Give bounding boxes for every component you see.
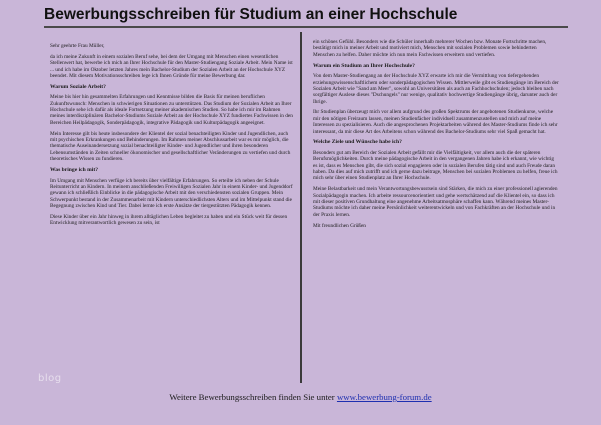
section-heading: Was bringe ich mit?: [50, 167, 99, 174]
paragraph: Ihr Studienplan überzeugt mich vor allem aufgrund des großen Spektrums der angebotenen Studienkurse, welche mir den nötigen Freiraum lassen, meinen Studienfächer individuell zusammenzustellen und mich auf meine Interessen zu spezialisieren. Auch die angesprochenen Projektarbeiten während des Master-Studiums finde ich sehr interessant, da mir diese Art des Arbeitens schon während des Bachelor-Studiums sehr viel Spaß gemacht hat.: [313, 109, 558, 135]
right-column: [313, 39, 559, 234]
paragraph: Von dem Master-Studiengang an der Hochschule XYZ erwarte ich mir die Vermittlung von tiefergehenden erziehungswissenschaftlichem oder sonderpädagogischen Wissen. Mittlerweile gibt es Studiengänge im Bereich der Sozialen Arbeit wie "Sand am Meer", sowohl an Universitäten als auch an Fachhochschulen; jedoch bleiben nach sorgfältiger Auslese dieses "Dschungels" nur wenige, qualitativ hochwertige Studiengänge übrig, darunter auch der Ihrige.: [313, 73, 559, 105]
paragraph: Mein Interesse gilt bis heute insbesondere der Klientel der sozial benachteiligten Kinder und Jugendlichen, auch mit psychischen Erkrankungen und Behinderungen. Im Rahmen meiner Abschlussarbeit war es mir möglich, die thematische Auseinandersetzung sozial benachteiligter Kinder- und Jugendlicher und ihren besonderen Lebensumständen in Zeiten schneller ökonomischer und gesellschaftlicher Veränderungen zu vertiefen und durch theoretisches Wissen zu fundieren.: [50, 130, 291, 163]
section-heading: Welche Ziele und Wünsche habe ich?: [313, 139, 402, 146]
paragraph: Sehr geehrte Frau Müller,: [50, 43, 105, 49]
section-heading: Warum Soziale Arbeit?: [50, 83, 106, 90]
paragraph: Diese Kinder über ein Jahr hinweg in ihrem alltäglichen Leben begleitet zu haben und ein Stück weit für dessen Entwicklung mitverantwortlich gewesen zu sein, ist: [50, 213, 288, 227]
paragraph: Besonders gut am Bereich der Sozialen Arbeit gefällt mir die Vielfältigkeit, vor allem auch die der späteren Berufsmöglichkeiten. Durch meine pädagogische Arbeit in den vergangenen Jahren habe ich erkannt, wie wichtig es ist, dass es Menschen gibt, die sich sozial engagieren oder in sozialen Berufen tätig sind und auch Freude daran haben. Da dies auf mich zutrifft und ich gerne dazu beitrage, Menschen bei sozialen Problemen zu helfen, freue ich mich sehr über einen Studienplatz an Ihrer Hochschule.: [313, 149, 558, 182]
section-heading: Warum ein Studium an Ihrer Hochschule?: [313, 62, 415, 69]
watermark: blog: [38, 373, 62, 384]
footer-text: Weitere Bewerbungsschreiben finden Sie unter: [169, 392, 335, 402]
footer: [0, 392, 601, 402]
paragraph: Im Umgang mit Menschen verfüge ich bereits über vielfältige Erfahrungen. So erteilte ich neben der Schule Reitunterricht an Kindern. In meinem anschließenden Freiwilligen Sozialen Jahr in einem Kinder- und Jugenddorf gewann ich schließlich Einblicke in die pädagogische Arbeit mit den verschiedensten sozialen Gruppen. Mein Schwerpunkt bestand in der Zusammenarbeit mit Kindern unterschiedlichsten Alters und im Mittelpunkt stand die Begegnung zwischen Kind und Tier. Dabei lernte ich erste Ansätze der tiergestützten Pädagogik kennen.: [50, 177, 293, 209]
footer-link[interactable]: www.bewerbung-forum.de: [336, 392, 432, 402]
paragraph: Meine bis hier hin gesammelten Erfahrungen und Kenntnisse bilden die Basis für meinen beruflichen Zukunftswunsch: Menschen in schwierigen Situationen zu unterstützen. Das Studium der Sozialen Arbeit an Ihrer Hochschule sehe ich dafür als ideale Fortsetzung meiner akademischen Studien. So habe ich mir im Rahmen meines interdisziplinären Bachelor-Studiums Soziale Arbeit an der Hochschule XYZ fundiertes Fachwissen in den Bereichen Heilpädagogik, Sonderpädagogik, integrative Pädagogik und Kulturpädagogik angeeignet.: [50, 94, 293, 126]
paragraph: Meine Belastbarkeit und mein Verantwortungsbewusstsein sind Stärken, die mich zu einer professionell agierenden Sozialpädagogin machen. Ich arbeite ressourcenorientiert und gehe wertschätzend auf die Klientel ein, so dass ich mit dieser positiven Grundhaltung eine angenehme Arbeitsatmosphäre schaffen kann. Während meines Master-Studiums möchte ich daher meine Persönlichkeit weiterentwickeln und von Fachkräften an der Hochschule und in der Praxis lernen.: [313, 186, 558, 218]
left-column: [50, 43, 296, 231]
paragraph: Mit freundlichen Grüßen: [313, 222, 366, 229]
title-bar: [44, 6, 568, 28]
paragraph: ein schönes Gefühl. Besonders wie die Schüler innerhalb mehrerer Wochen bzw. Monate Fortschritte machen, bestätigt mich in meiner Arbeit und motiviert mich, Menschen mit sozialen Problemen sowie behinderten Menschen zu helfen. Daher möchte ich nun mein Fachwissen erweitern und vertiefen.: [313, 39, 547, 58]
paragraph: da ich meine Zukunft in einem sozialen Beruf sehe, bei dem der Umgang mit Menschen einen wesentlichen Stellenwert hat, bewerbe ich mich an Ihrer Hochschule für den Master-Studiengang Soziale Arbeit. Mein Name ist ... und ich habe im Oktober letzten Jahres mein Bachelor-Studium der Sozialen Arbeit an der Hochschule XYZ beendet. Mit diesem Motivationsschreiben lege ich Ihnen Gründe für meine Bewerbung dar.: [50, 53, 293, 79]
page-title: Bewerbungsschreiben für Studium an einer Hochschule: [44, 6, 458, 23]
column-divider: [300, 32, 302, 383]
